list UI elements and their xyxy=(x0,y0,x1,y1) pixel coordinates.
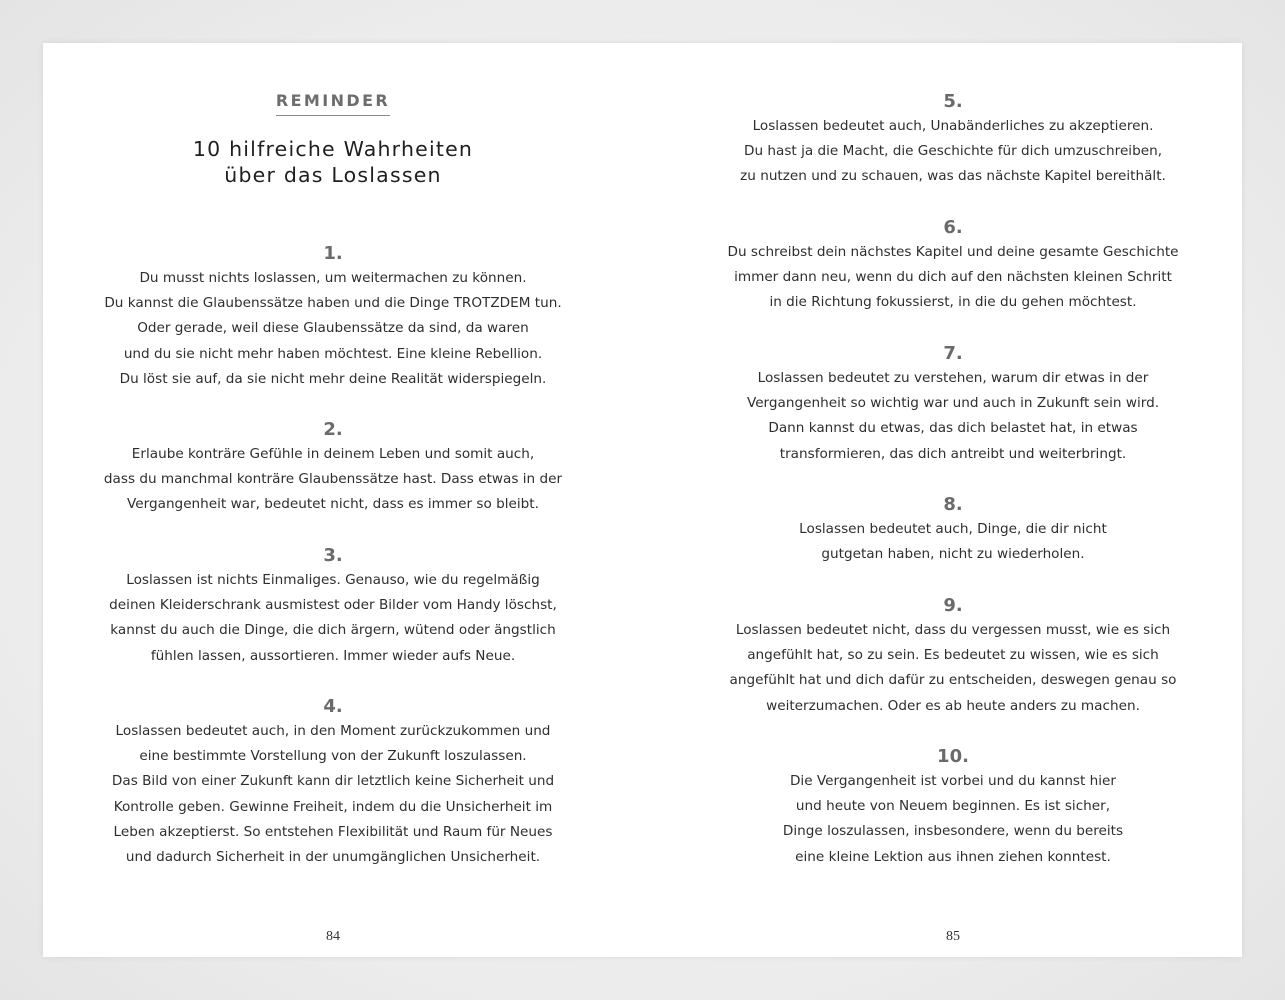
truth-item-5 xyxy=(663,90,1243,190)
item-number: 3. xyxy=(323,545,343,566)
text-line: Du kannst die Glaubenssätze haben und die Dinge TROTZDEM tun. xyxy=(104,295,562,312)
text-line: Die Vergangenheit ist vorbei und du kannst hier xyxy=(789,773,1117,789)
truth-item-10 xyxy=(663,745,1243,870)
truth-item-1 xyxy=(43,242,623,392)
text-line: dass du manchmal konträre Glaubenssätze hast. Dass etwas in der xyxy=(103,471,563,488)
text-line: Oder gerade, weil diese Glaubenssätze da sind, da waren xyxy=(137,320,529,337)
text-line: und dadurch Sicherheit in der unumgänglichen Unsicherheit. xyxy=(125,849,541,866)
item-text xyxy=(43,719,623,870)
item-number: 2. xyxy=(323,419,343,440)
item-text xyxy=(43,442,623,518)
text-line: Dann kannst du etwas, das dich belastet hat, in etwas xyxy=(768,420,1138,437)
truth-item-7 xyxy=(663,342,1243,467)
text-line: Du schreibst dein nächstes Kapitel und deine gesamte Geschichte xyxy=(727,244,1179,260)
text-line: Loslassen ist nichts Einmaliges. Genauso, wie du regelmäßig xyxy=(126,572,540,588)
text-line: in die Richtung fokussierst, in die du gehen möchtest. xyxy=(769,294,1137,311)
text-line: Kontrolle geben. Gewinne Freiheit, indem du die Unsicherheit im xyxy=(113,798,553,815)
item-text xyxy=(43,266,623,392)
text-line: Vergangenheit so wichtig war und auch in Zukunft sein wird. xyxy=(746,395,1160,412)
text-line: Loslassen bedeutet auch, Dinge, die dir nicht xyxy=(799,521,1107,537)
text-line: eine kleine Lektion aus ihnen ziehen konntest. xyxy=(795,848,1111,865)
item-number: 9. xyxy=(943,595,963,616)
text-line: und heute von Neuem beginnen. Es ist sicher, xyxy=(795,798,1111,815)
page-number: 84 xyxy=(326,929,340,944)
item-text xyxy=(663,618,1243,719)
item-text xyxy=(663,240,1243,316)
text-line: Leben akzeptierst. So entstehen Flexibilität und Raum für Neues xyxy=(113,823,553,840)
text-line: angefühlt hat, so zu sein. Es bedeutet zu wissen, wie es sich xyxy=(747,647,1159,664)
text-line: zu nutzen und zu schauen, was das nächste Kapitel bereithält. xyxy=(740,168,1166,185)
text-line: Dinge loszulassen, insbesondere, wenn du bereits xyxy=(782,823,1124,840)
truth-item-2 xyxy=(43,418,623,518)
item-number: 4. xyxy=(323,696,343,717)
text-line: Loslassen bedeutet auch, Unabänderliches zu akzeptieren. xyxy=(752,118,1154,134)
text-line: Loslassen bedeutet zu verstehen, warum dir etwas in der xyxy=(757,370,1149,386)
page-title xyxy=(43,136,623,188)
item-text xyxy=(43,568,623,669)
item-number: 10. xyxy=(937,746,969,767)
text-line: transformieren, das dich antreibt und weiterbringt. xyxy=(779,445,1127,462)
text-line: Du löst sie auf, da sie nicht mehr deine Realität widerspiegeln. xyxy=(119,370,547,387)
chapter-header xyxy=(43,91,623,188)
item-text xyxy=(663,517,1243,567)
text-line: Erlaube konträre Gefühle in deinem Leben und somit auch, xyxy=(131,446,535,462)
right-page xyxy=(663,43,1243,957)
left-page xyxy=(43,43,623,957)
truth-item-9 xyxy=(663,594,1243,719)
section-label: REMINDER xyxy=(276,91,390,116)
text-line: fühlen lassen, aussortieren. Immer wieder aufs Neue. xyxy=(150,647,516,664)
text-line: weiterzumachen. Oder es ab heute anders zu machen. xyxy=(766,697,1140,714)
text-line: angefühlt hat und dich dafür zu entscheiden, deswegen genau so xyxy=(729,672,1177,689)
text-line: Loslassen bedeutet nicht, dass du vergessen musst, wie es sich xyxy=(735,622,1171,638)
text-line: Loslassen bedeutet auch, in den Moment zurückzukommen und xyxy=(115,723,551,739)
text-line: kannst du auch die Dinge, die dich ärgern, wütend oder ängstlich xyxy=(110,622,556,639)
item-number: 7. xyxy=(943,343,963,364)
item-number: 6. xyxy=(943,217,963,238)
text-line: Du hast ja die Macht, die Geschichte für dich umzuschreiben, xyxy=(743,143,1163,160)
text-line: eine bestimmte Vorstellung von der Zukunft loszulassen. xyxy=(139,748,527,765)
truth-item-3 xyxy=(43,544,623,669)
item-text xyxy=(663,769,1243,870)
text-line: Vergangenheit war, bedeutet nicht, dass es immer so bleibt. xyxy=(127,496,539,513)
item-number: 8. xyxy=(943,494,963,515)
text-line: immer dann neu, wenn du dich auf den nächsten kleinen Schritt xyxy=(734,269,1172,286)
truth-item-4 xyxy=(43,695,623,870)
text-line: und du sie nicht mehr haben möchtest. Eine kleine Rebellion. xyxy=(123,345,543,362)
text-line: Das Bild von einer Zukunft kann dir letztlich keine Sicherheit und xyxy=(111,773,555,790)
item-number: 1. xyxy=(323,243,343,264)
item-text xyxy=(663,366,1243,467)
text-line: gutgetan haben, nicht zu wiederholen. xyxy=(821,546,1085,563)
item-number: 5. xyxy=(943,91,963,112)
truth-item-6 xyxy=(663,216,1243,316)
title-line: über das Loslassen xyxy=(224,163,442,187)
text-line: deinen Kleiderschrank ausmistest oder Bilder vom Handy löschst, xyxy=(109,597,557,614)
book-spread xyxy=(43,43,1242,957)
item-text xyxy=(663,114,1243,190)
truth-item-8 xyxy=(663,493,1243,567)
page-number: 85 xyxy=(946,929,960,944)
text-line: Du musst nichts loslassen, um weitermachen zu können. xyxy=(139,270,527,286)
title-line: 10 hilfreiche Wahrheiten xyxy=(192,137,474,161)
